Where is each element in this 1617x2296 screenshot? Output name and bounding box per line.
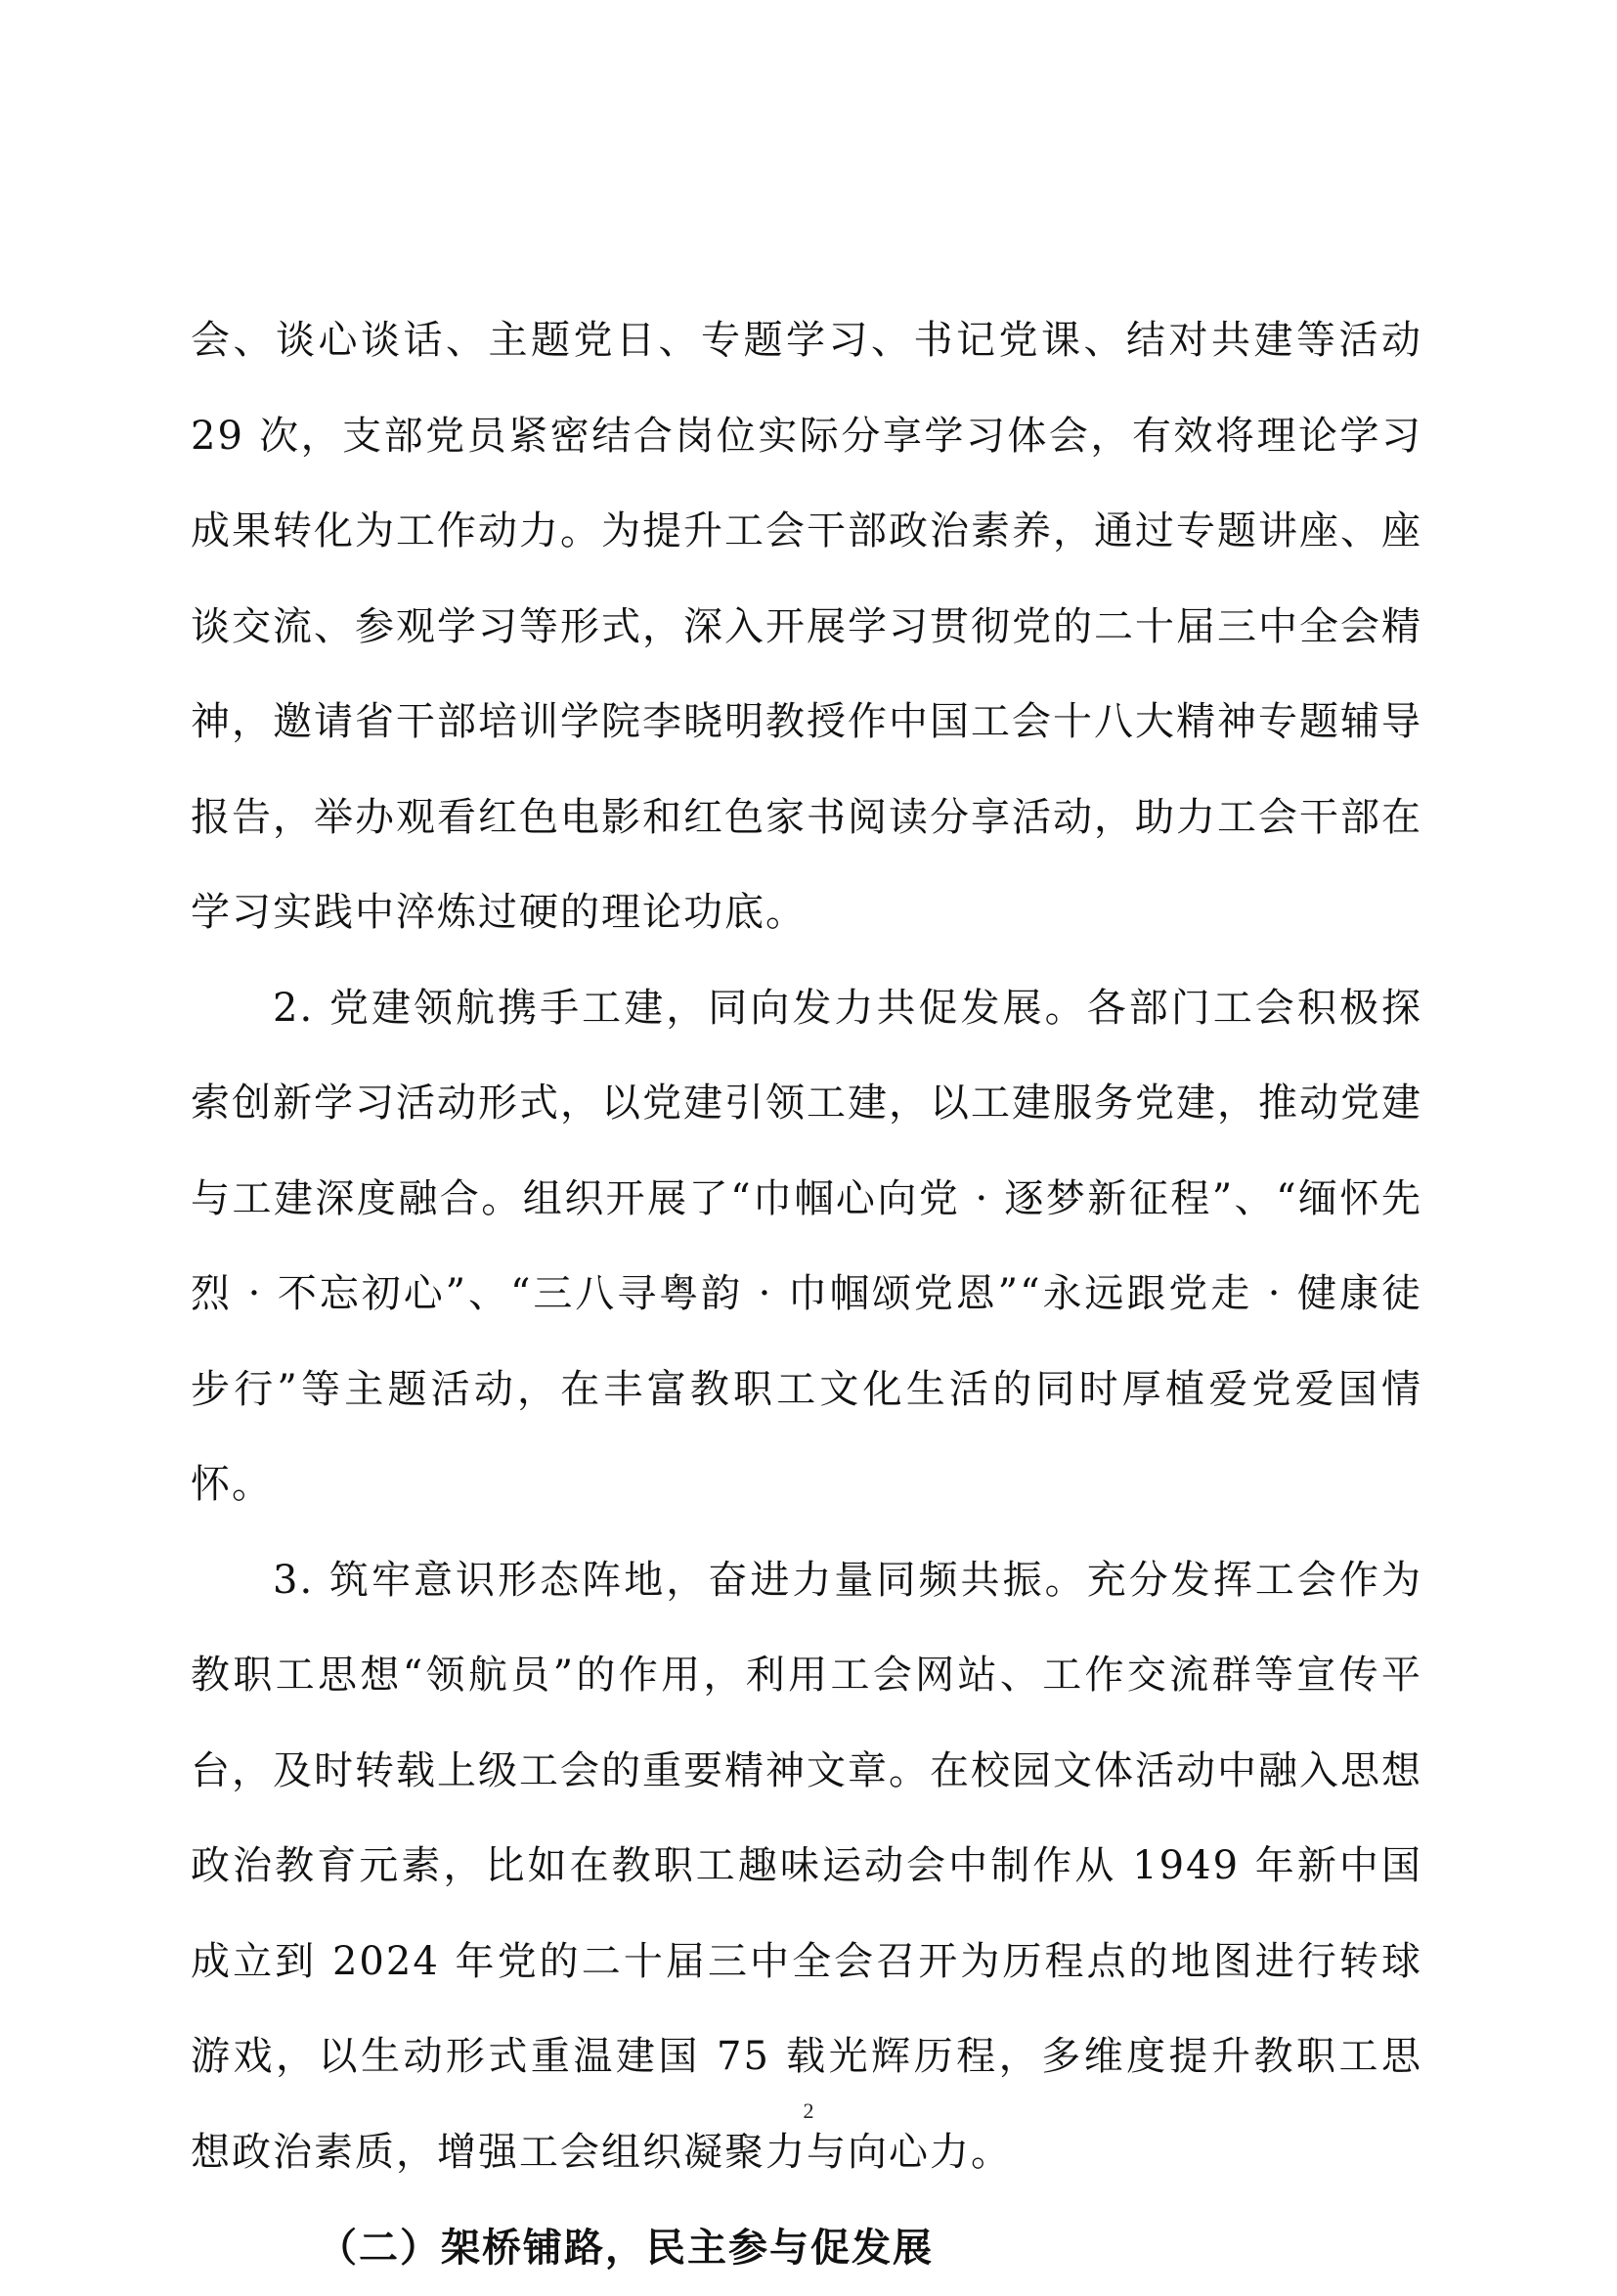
section-heading: （二）架桥铺路，民主参与促发展 — [318, 2225, 934, 2271]
paragraph-party-building: 2. 党建领航携手工建，同向发力共促发展。各部门工会积极探索创新学习活动形式，以党建引领工建，以工建服务党建，推动党建与工建深度融合。组织开展了“巾帼心向党 · 逐梦新征程”、“缅怀先烈 · 不忘初心”、“三八寻粤韵 · 巾帼颂党恩”“永远跟党走 · 健康徒步行”等主题活动，在丰富教职工文化生活的同时厚植爱党爱国情怀。 — [191, 985, 1422, 1507]
page-number: 2 — [803, 2098, 814, 2123]
paragraph-ideology: 3. 筑牢意识形态阵地，奋进力量同频共振。充分发挥工会作为教职工思想“领航员”的作用，利用工会网站、工作交流群等宣传平台，及时转载上级工会的重要精神文章。在校园文体活动中融入思想政治教育元素，比如在教职工趣味运动会中制作从 1949 年新中国成立到 2024 年党的二十届三中全会召开为历程点的地图进行转球游戏，以生动形式重温建国 75 载光辉历程，多维度提升教职工思想政治素质，增强工会组织凝聚力与向心力。 — [191, 1557, 1422, 2175]
body-text — [191, 293, 1422, 2296]
paragraph-continuation: 会、谈心谈话、主题党日、专题学习、书记党课、结对共建等活动 29 次，支部党员紧密结合岗位实际分享学习体会，有效将理论学习成果转化为工作动力。为提升工会干部政治素养，通过专题讲座、座谈交流、参观学习等形式，深入开展学习贯彻党的二十届三中全会精神，邀请省干部培训学院李晓明教授作中国工会十八大精神专题辅导报告，举办观看红色电影和红色家书阅读分享活动，助力工会干部在学习实践中淬炼过硬的理论功底。 — [191, 318, 1422, 935]
